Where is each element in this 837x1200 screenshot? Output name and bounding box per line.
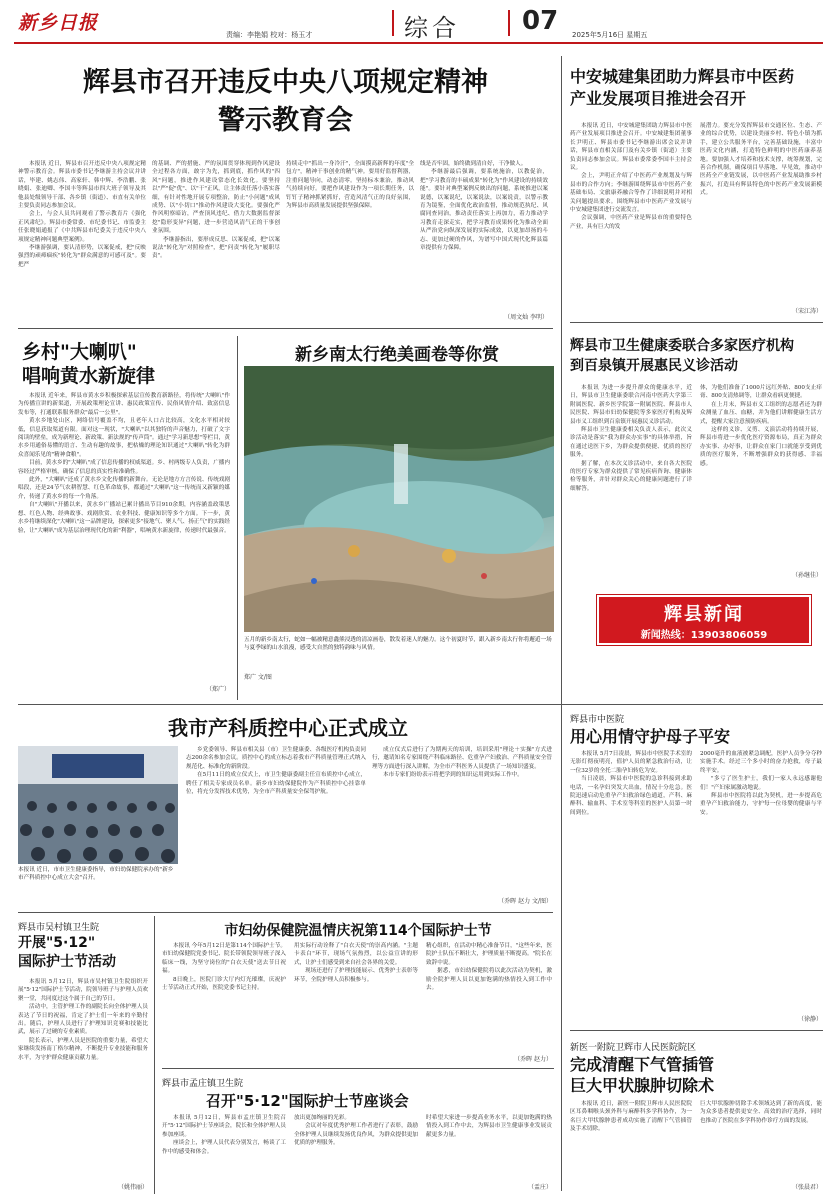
- wucun-pretitle: 辉县市吴村镇卫生院: [18, 923, 100, 933]
- medical-col-1: 本报讯 为进一步提升群众的健康水平，近日，辉县市卫生健康委联合河南中医药大学第三附属医院、新乡医学院第一附属医院、辉县市人民医院、辉县市妇幼保健院等多家医疗机构及辉县市义工组织到百泉镇开展惠民义诊活动。 辉县市卫生健康委相关负责人表示，此次义诊活动是落实"我为群众办实事"的具体举措，旨在通过送医下乡，为群众提供便捷、优质的医疗服务。 据了解，在本次义诊活动中，来自各大医院的医疗专家为群众提供了常见疾病咨询、健康体检等服务，并针对群众关心的健康问题进行了详细解答。: [570, 385, 692, 492]
- wucun-headline: 开展"5·12" 国际护士节活动: [18, 935, 116, 970]
- loudspeaker-byline: （郑广）: [205, 686, 230, 693]
- issue-date: 2025年5月16日 星期五: [572, 31, 648, 39]
- tcm-col-2: 2000毫升的血液被紧急调配，医护人员争分夺秒实施手术。经过三个多小时的奋力抢救，母子最终平安。 "多亏了医生护士，我们一家人永远感谢他们！"产妇家属激动地说。 辉县市中医院将以此为契机，进一步提高危重孕产妇救治能力，守护每一位母婴的健康与平安。: [700, 751, 822, 816]
- maternal-rule: [162, 1068, 554, 1069]
- header-rule: [14, 42, 823, 44]
- right-column-divider: [561, 56, 562, 1191]
- tcm-pretitle: 辉县市中医院: [570, 715, 625, 725]
- medical-headline: 辉县市卫生健康委联合多家医疗机构 到百泉镇开展惠民义诊活动: [570, 338, 794, 374]
- maternal-col-1: 本报讯 今年5月12日是第114个国际护士节。市妇幼保健院党委书记、院长带领院领导班子深入临床一线，为坚守岗位的"白衣天使"送去节日祝福。 8日晚上，医院门诊大厅内灯光璀璨，庆祝护士节活动正式开始，医院党委书记主持。: [162, 943, 286, 992]
- medical-col-2: 体，为他们准备了1000片远红外贴、800支止痒膏、800支清热调等，让群众看病更便捷。 在上月末，辉县市义工组织的志愿者还为群众测量了血压、血糖，并为他们讲解健康生活方式，提醒大家注意预防疾病。 这样的义诊、义剪、义演活动将持续开展，辉县市将进一步优化医疗资源布局，真正为群众办实事、办好事，让群众在家门口就能享受到优质的医疗服务，不断增强群众的获得感、幸福感。: [700, 385, 822, 467]
- lead-headline: [18, 64, 553, 140]
- meeting-photo: [18, 746, 178, 864]
- hotline-title: 辉县新闻: [664, 604, 744, 625]
- lead-bottom-rule: [18, 328, 553, 329]
- wucun-divider: [154, 916, 155, 1194]
- mengzhuang-col-2: 放出更加绚丽的光彩。 会议对年度优秀护理工作者进行了表彰，鼓励全体护理人员继续发扬优良作风，为群众提供更加优质的护理服务。: [294, 1115, 418, 1147]
- section-divider-right: [508, 10, 510, 36]
- photo-credit: 郑广 文/图: [244, 674, 272, 681]
- section-divider-left: [392, 10, 394, 36]
- newfirst-byline: （张晨君）: [791, 1184, 822, 1191]
- mid-rule: [18, 704, 823, 705]
- lead-byline: （周文灿 李明）: [504, 314, 548, 321]
- maternal-headline: 市妇幼保健院温情庆祝第114个国际护士节: [224, 923, 492, 939]
- quality-col-2: 成立仪式后进行了为期两天的培训，培训采用"理论＋实操"方式进行，邀请知名专家围绕产科临床路径、危重孕产妇救治、产科质量安全管理等方面进行深入讲解，为全市产科医务人员提供了一场知识盛宴。 本市专家们纷纷表示将把学到的知识运用到实际工作中。: [372, 747, 552, 779]
- lead-title-line2: 警示教育会: [218, 105, 353, 136]
- section-name: 综合: [404, 14, 460, 42]
- tcm-col-1: 本报讯 5月7日凌晨，辉县市中医院手术室的无影灯彻夜明亮，值护人员的紧急救治行动，让一位32岁的全托二胎孕妇转危为安。 当日凌晨，辉县市中医院的急诊科接到求助电话，一名孕妇突发大出血，情况十分危急。医院迅速启动危重孕产妇救治绿色通道，产科、麻醉科、输血科、手术室等科室的医护人员第一时间到位。: [570, 751, 692, 816]
- editors-line: 责编：李艳娟 校对：杨玉才: [226, 31, 313, 39]
- newfirst-headline: 完成清醒下气管插管 巨大甲状腺肿切除术: [570, 1055, 715, 1095]
- right-top-rule: [570, 322, 823, 323]
- right-top-byline: （宋江涛）: [791, 308, 822, 315]
- right-top-headline: 中安城建集团助力辉县市中医药 产业发展项目推进会召开: [570, 67, 795, 108]
- mengzhuang-headline: 召开"5·12"国际护士节座谈会: [206, 1092, 409, 1110]
- newfirst-col-1: 本报讯 近日，新医一附院卫辉市人民医院院区耳鼻咽喉头颈外科与麻醉科多学科协作，为一名巨大甲状腺肿患者成功实施了清醒下气管插管及手术切除。: [570, 1101, 692, 1133]
- wucun-byline: （姚伟丽）: [117, 1184, 148, 1191]
- photo-feature-headline: 新乡南太行绝美画卷等你赏: [295, 345, 499, 365]
- tcm-headline: 用心用情守护母子平安: [570, 727, 731, 746]
- right-top-col-2: 展潜力。要充分发挥辉县市交通区位、生态、产业的综合优势，以建设美丽乡村、特色小镇为抓手，建立公共服务平台，完善基础设施，丰富中医药文化内涵，打造特色鲜明的中医药康养基地。要加强人才培养和技术支撑，统筹规划，完善合作机制，确保项目早落地、早见效，推动中医药全产业链发展，以中医药产业发展助推乡村振兴，打造具有辉县特色的中医药产业发展新模式。: [700, 123, 822, 197]
- wucun-body: 本报讯 5月12日，辉县市吴村镇卫生院组织开展"5·12"国际护士节活动，院领导班子与护理人员欢聚一堂，共同度过这个属于自己的节日。 活动中，主管护理工作的副院长向全体护理人员表达了节日的祝福，肯定了护士们一年来的辛勤付出。随后，护理人员进行了护理知识竞赛和技能比武，展示了过硬的专业素质。 院长表示，护理人员是医院的重要力量，希望大家继续发扬南丁格尔精神，不断提升专业技能和服务水平，为守护群众健康贡献力量。: [18, 979, 148, 1061]
- quality-headline: 我市产科质控中心正式成立: [168, 716, 408, 740]
- lead-col-2: 的基调、严的措施、严的氛围贯穿体现到作风建设全过程各方面，敢字为先，抓到底，抓作风的"四风"问题，推进作风建设常态化长效化。要坚持以"严"促"优"、以"干"正风，让主体责任落小落实落细，有针对性地开展专项整治，防止"小问题"成风成势、以"小切口"推动作风建设大变化。要强化严作风明察暗访，严查顶风违纪、借力大数据监督深挖"隐形变异"问题，进一步营造风清气正的干事创业氛围。 李继游指出，要形成反思、以案促戒，把"以案说法"转化为"对照检查"，把"问责"转化为"履职尽责"。: [152, 161, 280, 260]
- page-number: 07: [522, 6, 559, 36]
- maternal-byline: （乔晖 赵力）: [514, 1056, 552, 1063]
- landscape-photo: [244, 366, 554, 632]
- mengzhuang-col-3: 时希望大家进一步提高业务水平，以更加饱满的热情投入到工作中去，为辉县市卫生健康事业发展贡献更多力量。: [426, 1115, 552, 1138]
- logo-text: 新乡日报: [18, 12, 99, 34]
- hotline-number: 新闻热线：13903806059: [640, 630, 768, 641]
- tcm-byline: （徐静）: [797, 1016, 822, 1023]
- newfirst-pretitle: 新医一附院卫辉市人民医院院区: [570, 1043, 697, 1053]
- newfirst-col-2: 巨大甲状腺肿切除手术领域达到了新的高度，能为众多患者提供更安全、高效的治疗选择，同时也推动了医院在多学科协作诊疗方面的发展。: [700, 1101, 822, 1124]
- mengzhuang-byline: （盂庄）: [527, 1184, 552, 1191]
- quality-col-1: 乡党委领导、辉县市相关县（市）卫生健康委、各级医疗机构负责同志200余名参加会议。质控中心的成立标志着我市产科质量管理正式纳入规范化、标准化的新阶段。 在5月11日的成立仪式上，市卫生健康委副主任宣布质控中心成立，聘任了相关专家成员名单。新乡市妇幼保健院作为产科质控中心挂靠单位，将充分发挥技术优势，为全市产科质量安全保驾护航。: [186, 747, 366, 796]
- hotline-box: [596, 594, 812, 646]
- medical-byline: （孙继佳）: [791, 572, 822, 579]
- lead-col-1: 本报讯 近日，辉县市召开违反中央八项规定精神警示教育会。辉县市委书记李继游主持会议并讲话，毕建、姚志伟、高家轩、韩中辉、李浩鹏、张晓娟、张迪卿、李国丰等辉县市四大班子领导及其他县处级领导干部、各乡镇（街道）、市直有关单位主要负责同志参加会议。 会上，与会人员共同观看了警示教育片《强化正风肃纪》。辉县市委常委、市纪委书记、市监委主任张晓娟通报了《中共辉县市纪委关于违反中央八项规定精神问题典型案例》。 李继游强调，要认清形势，以案促戒，把"反映强烈的顽瘴痼疾"转化为"群众满意的可感可及"。要把严: [18, 161, 146, 268]
- waterfall-pool-illustration: [244, 366, 554, 632]
- mengzhuang-pretitle: 辉县市孟庄镇卫生院: [162, 1079, 244, 1089]
- mengzhuang-col-1: 本报讯 5月12日，辉县市孟庄镇卫生院召开"5·12"国际护士节座谈会，院长和全体护理人员参加座谈。 座谈会上，护理人员代表分别发言，畅谈了工作中的感受和体会。: [162, 1115, 286, 1155]
- masthead-logo: [18, 8, 138, 36]
- loudspeaker-headline: 乡村"大喇叭" 唱响黄水新旋律: [22, 341, 156, 387]
- lead-col-4: 线是否牢固，始终做到清自好，干净做人。 李继游最后强调，要系统施治，以教促治，把"学习教育的丰硕成果"转化为"作风建设的持续效能"。要针对典型案例反映出的问题，系统推进以案说德，以案说纪，以案说法，以案说责，以警示教育为镜鉴，全面优化政治监督，推动规范执纪、风腐同查同治，推动责任落实上再加力，着力推动学习教育走深走实，把学习教育成果转化为推动全面从严治党向纵深发展的实际成效，以更加昂扬的斗志、更加过硬的作风，为谱写中国式现代化辉县篇章提供有力保障。: [420, 161, 548, 252]
- maternal-col-3: 精心组织，在活动中精心准备节目，"这些年来，医院护士队伍不断壮大，护理质量不断提高。"院长在致辞中说。 据悉，市妇幼保健院将以此次活动为契机，激励全院护理人员以更加饱满的热情投入到工作中去。: [426, 943, 552, 992]
- quality-byline: （乔晖 赵力 文/图）: [498, 898, 552, 905]
- maternal-col-2: 用实际行动诠释了"白衣天使"的崇高内涵。"主题卡表白"环节，现场气氛热烈，以公益宣讲的形式，让护士们感受到来自社会各界的关爱。 现场还进行了护理技能展示、优秀护士表彰等环节，全院护理人员积极参与。: [294, 943, 418, 983]
- meeting-hall-illustration: [18, 746, 178, 864]
- loudspeaker-divider: [237, 336, 238, 700]
- photo-caption: 五月的新乡南太行，蛇如一幅被精意鑫熊浸透的清凉画卷，散发着迷人的魅力。这个初夏时节，跟入新乡南太行你将邂逅一场与夏季绿的山水浪漫，感受大自然的独特韵味与风情。: [244, 637, 552, 652]
- loudspeaker-body: 本报讯 近年来，辉县市黄水乡积极探索基层宣传教育新路径，将传统"大喇叭"作为传播宣讲的新渠道，开展政策理论宣讲、惠民政策宣传、民俗风情介绍、致富信息发布等，打通联系服务群众"最后一公里"。 黄水乡地处山区，网络信号覆盖不均，且老年人口占比较高，文化水平相对较低，信息获取渠道有限。面对这一现状，"大喇叭"以其独特的声音魅力，打破了文字阅读的壁垒，成为新理论、新政策、新法规的"传声筒"。通过"学习新思想"等栏目，黄水乡用通俗易懂的语言、生动有趣的故事，把枯燥的理论知识通过"大喇叭"转化为群众喜闻乐见的"精神食粮"。 目前，黄水乡的"大喇叭"成了信息传播的权威渠道。乡、村两级专人负责，广播内容经过严格审核，确保了信息的真实性和准确性。 此外，"大喇叭"还成了黄水乡文化传播的新舞台。无论是地方方言传说、传统戏剧唱段，还是24节气农耕智慧、红色革命故事，都通过"大喇叭"这一传统而又新颖的媒介，传递了黄水乡的每一个角落。 自"大喇叭"开播以来，黄水乡广播站已累计播出节目910余期，内容涵盖政策思想、红色人物、经典故事、戏剧欣赏、农业科技、健康知识等多个方面。下一步，黄水乡将继续深化"大喇叭"这一品牌建设，探索更多"接地气、聚人气、扬正气"的实践经验，让"大喇叭"成为基层治理现代化的新"利器"，唱响黄水新旋律，传递时代最强音。: [18, 393, 230, 534]
- quality-caption: 本报讯 近日，市市卫生健康委指导，市妇幼保健院承办的"新乡市产科质控中心成立大会"召开。: [18, 867, 174, 882]
- right-top-col-1: 本报讯 近日，中安城建集团助力辉县市中医药产业发展项目推进会召开。中安城建集团董事长尹明正、辉县市委书记李继游出席会议并讲话，辉县市直相关部门及有关乡镇（街道）主要负责同志参加会议。辉县市委常委李国丰主持会议。 会上，尹明正介绍了中医药产业规划及与辉县市的合作方向；李继游围绕辉县市中医药产业基础布局、文旅康养融合等作了详细说明并对相关问题提出要求。围绕辉县市中医药产业发展与中安城建集团进行交流发言。 会议强调，中医药产业是辉县市的重要特色产业，具有巨大的发: [570, 123, 692, 230]
- lead-title-line1: 辉县市召开违反中央八项规定精神: [83, 67, 488, 98]
- lower-rule: [18, 912, 553, 913]
- tcm-rule: [570, 1030, 823, 1031]
- lead-col-3: 持续走中"抓出一身冷汗"，全面摸高新辉的年度"全包方"，精神干事创业的精气神。要用好监督利器，注重问题导向，动态清零。坚持标本兼治，推动风气持续向好。要把作风建设作为一项长期任务，以钉钉子精神抓紧抓好，营造风清气正的良好氛围，为辉县市高质量发展提供坚强保障。: [286, 161, 414, 210]
